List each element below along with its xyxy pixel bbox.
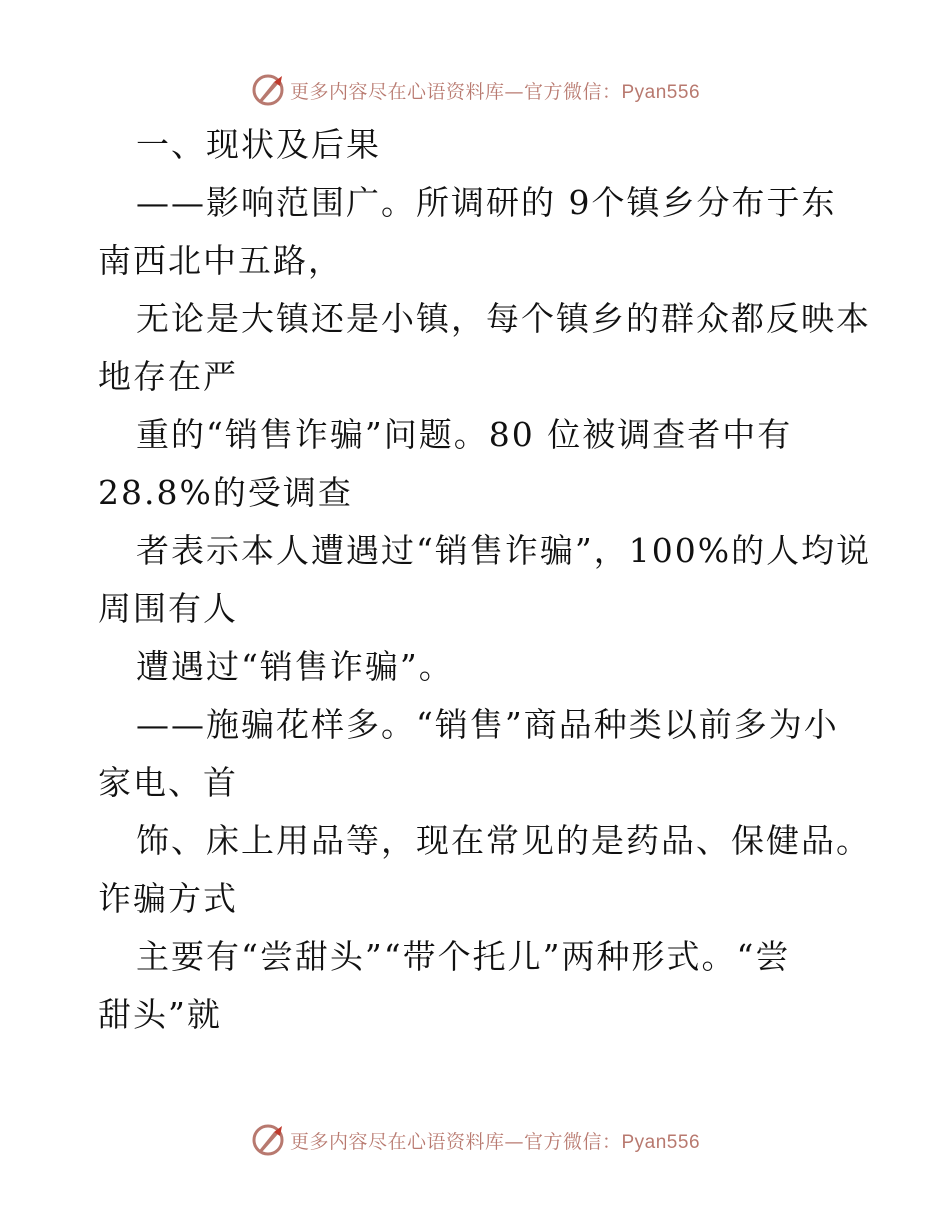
text-line: 甜头”就 [98,995,222,1034]
watermark-text: 更多内容尽在心语资料库—官方微信：Pyan556 [289,80,701,103]
text-line: 者表示本人遭遇过“销售诈骗”，100%的人均说 [136,531,872,570]
text-line: 地存在严 [98,357,238,396]
header-watermark [0,70,950,110]
text-line: ——施骗花样多。“销售”商品种类以前多为小 [136,705,839,744]
text-line: 无论是大镇还是小镇，每个镇乡的群众都反映本 [136,299,871,338]
text-line: 主要有“尝甜头”“带个托儿”两种形式。“尝 [136,937,791,976]
text-line: 饰、床上用品等，现在常见的是药品、保健品。 [136,821,871,860]
footer-watermark [0,1120,950,1160]
text-line: 周围有人 [98,589,238,628]
text-line: 南西北中五路， [98,241,343,280]
text-line: 28.8%的受调查 [98,473,353,512]
text-line: 诈骗方式 [98,879,238,918]
quill-pen-icon [250,1122,286,1158]
text-line: 家电、首 [98,763,238,802]
quill-pen-icon [250,72,286,108]
text-line: ——影响范围广。所调研的 9个镇乡分布于东 [136,183,837,222]
text-line: 遭遇过“销售诈骗”。 [136,647,454,686]
text-line: 重的“销售诈骗”问题。80 位被调查者中有 [136,415,793,454]
section-heading: 一、现状及后果 [136,125,381,164]
watermark-text: 更多内容尽在心语资料库—官方微信：Pyan556 [289,1130,701,1153]
